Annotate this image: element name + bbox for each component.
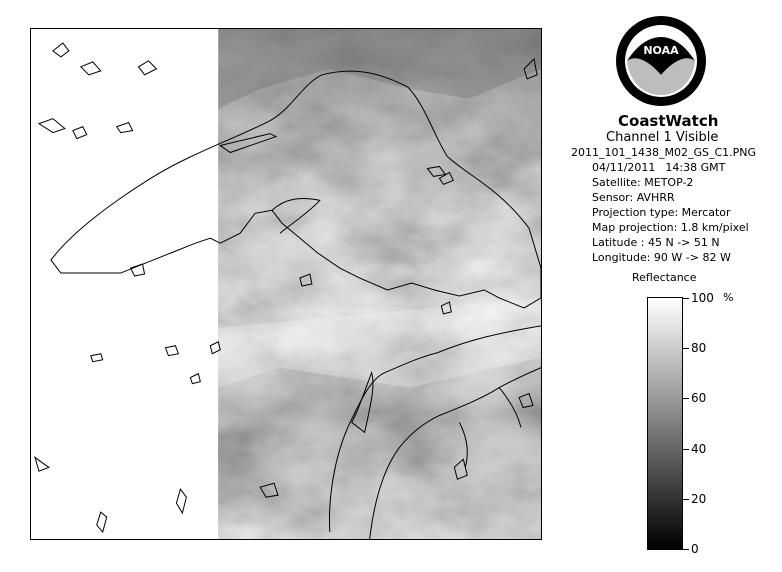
colorbar-tick bbox=[683, 549, 689, 550]
file-name: 2011_101_1438_M02_GS_C1.PNG bbox=[571, 146, 757, 159]
channel-subtitle: Channel 1 Visible bbox=[606, 130, 719, 145]
no-data-area bbox=[31, 29, 218, 539]
colorbar-tick-label: 0 bbox=[691, 542, 699, 556]
colorbar-tick-label: 80 bbox=[691, 341, 707, 355]
colorbar-tick-label: 20 bbox=[691, 492, 707, 506]
latitude-info: Latitude : 45 N -> 51 N bbox=[592, 236, 720, 249]
colorbar-tick bbox=[683, 499, 689, 500]
time-value: 14:38 GMT bbox=[665, 161, 726, 174]
page-title: CoastWatch bbox=[618, 112, 719, 130]
colorbar bbox=[647, 297, 683, 550]
colorbar-tick-label: 60 bbox=[691, 391, 707, 405]
colorbar-tick-label: 40 bbox=[691, 442, 707, 456]
date-value: 04/11/2011 bbox=[592, 161, 656, 174]
colorbar-tick bbox=[683, 398, 689, 399]
metadata-panel bbox=[592, 160, 749, 265]
colorbar-tick bbox=[683, 449, 689, 450]
cloud-imagery bbox=[218, 29, 541, 539]
map-canvas bbox=[31, 29, 541, 539]
colorbar-ticks bbox=[683, 291, 763, 556]
colorbar-unit: % bbox=[723, 291, 734, 304]
colorbar-label: Reflectance bbox=[632, 271, 697, 284]
projection-info: Projection type: Mercator bbox=[592, 206, 731, 219]
satellite-map[interactable] bbox=[30, 28, 542, 540]
colorbar-tick bbox=[683, 348, 689, 349]
noaa-logo bbox=[615, 15, 707, 107]
colorbar-tick-label: 100 bbox=[691, 291, 714, 305]
colorbar-tick bbox=[683, 298, 689, 299]
satellite-info: Satellite: METOP-2 bbox=[592, 176, 694, 189]
longitude-info: Longitude: 90 W -> 82 W bbox=[592, 251, 731, 264]
map-projection-info: Map projection: 1.8 km/pixel bbox=[592, 221, 749, 234]
date-time-row bbox=[592, 160, 749, 175]
logo-text: NOAA bbox=[643, 44, 679, 57]
sensor-info: Sensor: AVHRR bbox=[592, 191, 675, 204]
